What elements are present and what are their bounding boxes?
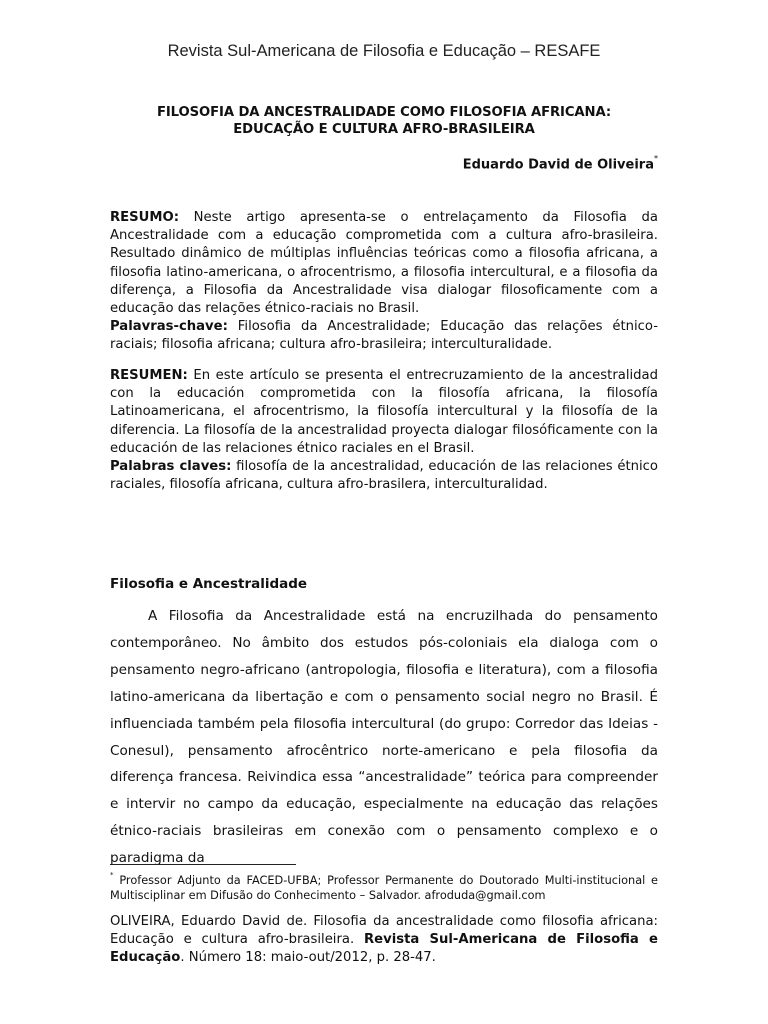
footnote-text: Professor Adjunto da FACED-UFBA; Professor Permanente do Doutorado Multi-institucional e Multisciplinar em Difusão do Conhecimento – Salvador. afroduda@gmail.com bbox=[110, 873, 659, 903]
body-paragraph-text: A Filosofia da Ancestralidade está na encruzilhada do pensamento contemporâneo. No âmbito dos estudos pós-coloniais ela dialoga com o pensamento negro-africano (antropologia, filosofia e literatura), com a filosofia latino-americana da libertação e com o pensamento social negro no Brasil. É influenciada também pela filosofia intercultural (do grupo: Corredor das Ideias - Conesul), pensamento afrocêntrico norte-americano e pela filosofia da diferença francesa. Reivindica essa “ancestralidade” teórica para compreender e intervir no campo da educação, especialmente na educação das relações étnico-raciais brasileiras em conexão com o pensamento complexo e o paradigma da bbox=[110, 608, 658, 867]
resumo-text: Neste artigo apresenta-se o entrelaçamento da Filosofia da Ancestralidade com a educação comprometida com a cultura afro-brasileira. Resultado dinâmico de múltiplas influências teóricas como a filosofia africana, a filosofia latino-americana, o afrocentrismo, a filosofia intercultural, e a filosofia da diferença, a Filosofia da Ancestralidade visa dialogar filosoficamente com a educação das relações étnico-raciais no Brasil. bbox=[110, 210, 658, 317]
citation-block bbox=[110, 913, 658, 968]
citation-journal: Revista Sul-Americana de Filosofia e Educação bbox=[110, 932, 658, 966]
body-paragraph bbox=[110, 603, 658, 872]
author-line bbox=[110, 156, 658, 172]
resumo-paragraph bbox=[110, 209, 658, 318]
footnote bbox=[110, 870, 658, 904]
palavras-chave-label: Palavras-chave: bbox=[110, 319, 228, 335]
palabras-claves-label: Palabras claves: bbox=[110, 459, 232, 475]
citation-suffix: . Número 18: maio-out/2012, p. 28-47. bbox=[180, 950, 436, 966]
resumen-text: En este artículo se presenta el entrecruzamiento de la ancestralidad con la educación comprometida con la filosofía africana, la filosofía Latinoamericana, el afrocentrismo, la filosofía intercultural y la filosofía de la diferencia. La filosofía de la ancestralidad proyecta dialogar filosóficamente con la educación de las relaciones étnico raciales en el Brasil. bbox=[110, 368, 658, 456]
author-footnote-mark: * bbox=[654, 154, 658, 163]
title-line-2: EDUCAÇÃO E CULTURA AFRO-BRASILEIRA bbox=[233, 122, 535, 137]
abstract-spanish bbox=[110, 367, 658, 494]
palavras-chave-paragraph bbox=[110, 318, 658, 354]
palabras-claves-paragraph bbox=[110, 458, 658, 494]
running-header: Revista Sul-Americana de Filosofia e Educação – RESAFE bbox=[167, 42, 601, 60]
footnote-mark: * bbox=[110, 871, 114, 879]
resumo-label: RESUMO: bbox=[110, 210, 179, 225]
resumen-label: RESUMEN: bbox=[110, 368, 188, 383]
footnote-divider bbox=[110, 864, 296, 865]
resumen-paragraph bbox=[110, 367, 658, 458]
section-heading: Filosofia e Ancestralidade bbox=[110, 576, 308, 592]
palavras-chave-text: Filosofia da Ancestralidade; Educação das relações étnico-raciais; filosofia africana; cultura afro-brasileira; interculturalidade. bbox=[110, 319, 658, 353]
citation-prefix: OLIVEIRA, Eduardo David de. Filosofia da ancestralidade como filosofia africana: Educação e cultura afro-brasileira. bbox=[110, 914, 658, 948]
article-title bbox=[110, 104, 658, 138]
palabras-claves-text: filosofía de la ancestralidad, educación de las relaciones étnico raciales, filosofía africana, cultura afro-brasilera, interculturalidad. bbox=[110, 459, 658, 493]
abstract-portuguese bbox=[110, 209, 658, 355]
author-name: Eduardo David de Oliveira bbox=[462, 157, 654, 173]
title-line-1: FILOSOFIA DA ANCESTRALIDADE COMO FILOSOFIA AFRICANA: bbox=[156, 105, 612, 120]
